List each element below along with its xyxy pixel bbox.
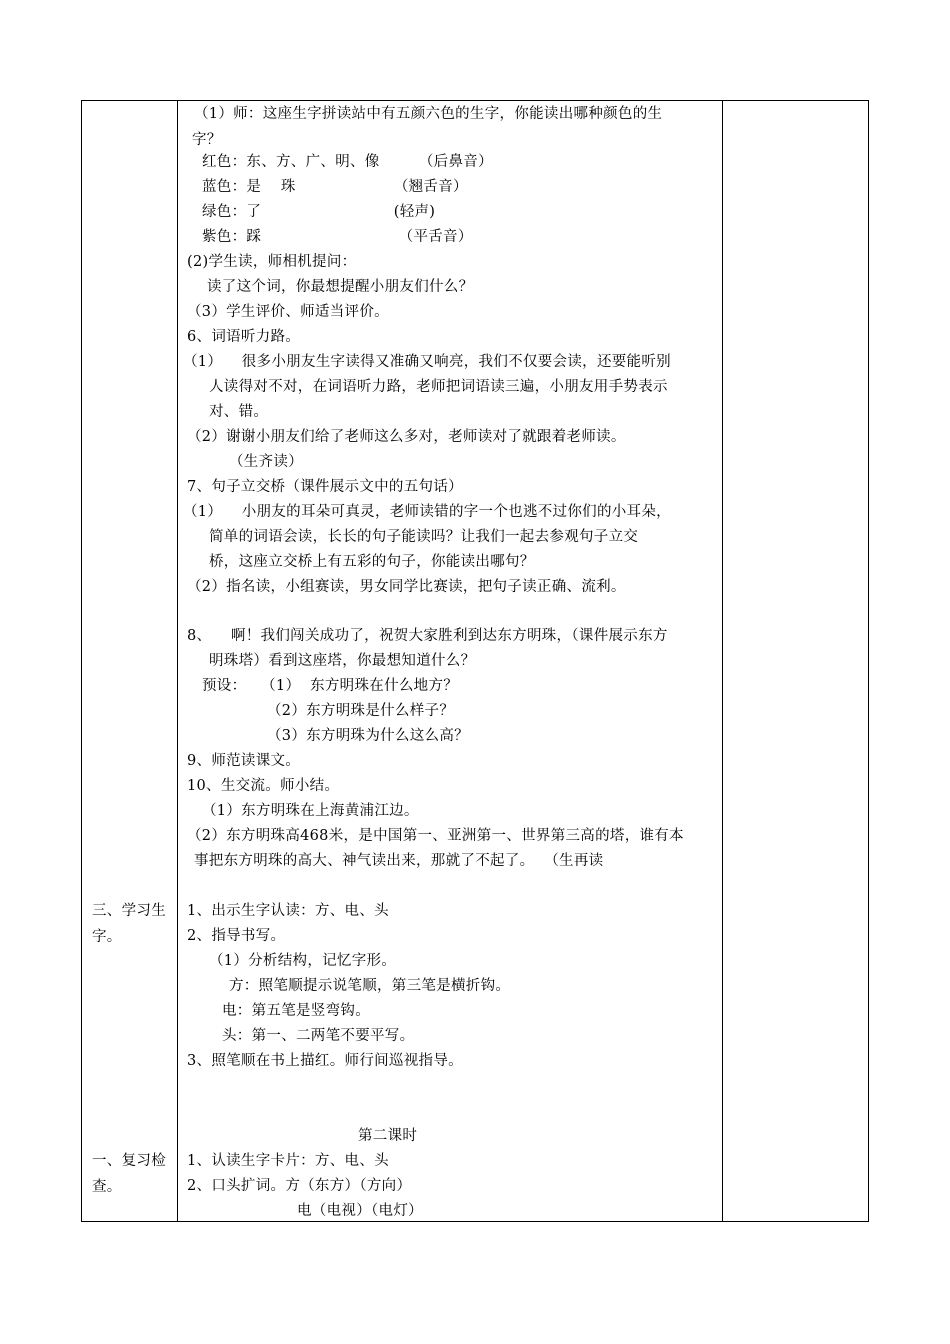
- lesson-heading: 第二课时: [358, 1128, 418, 1144]
- content-line: 简单的词语会读，长长的句子能读吗？让我们一起去参观句子立交: [209, 529, 639, 545]
- content-line: 红色：东、方、广、明、像 （后鼻音）: [202, 154, 493, 170]
- content-line: （1） 很多小朋友生字读得又准确又响亮，我们不仅要会读，还要能听别: [183, 354, 671, 370]
- content-line: （3）东方明珠为什么这么高？: [267, 728, 469, 744]
- content-line: 桥，这座立交桥上有五彩的句子，你能读出哪句？: [209, 554, 535, 570]
- content-line: 方：照笔顺提示说笔顺，第三笔是横折钩。: [229, 978, 511, 994]
- content-line: 9、师范读课文。: [187, 753, 301, 769]
- content-line: 紫色：踩 （平舌音）: [202, 229, 473, 245]
- content-line: 明珠塔）看到这座塔，你最想知道什么？: [209, 653, 476, 669]
- section-heading: 查。: [92, 1179, 122, 1195]
- content-line: 对、错。: [209, 404, 269, 420]
- content-line: 6、词语听力路。: [187, 329, 301, 345]
- section-heading: 三、学习生: [92, 903, 166, 919]
- section-heading: 一、复习检: [92, 1153, 166, 1169]
- content-line: 事把东方明珠的高大、神气读出来，那就了不起了。 （生再读: [194, 853, 604, 869]
- content-line: 人读得对不对，在词语听力路，老师把词语读三遍，小朋友用手势表示: [209, 379, 668, 395]
- content-line: 2、口头扩词。方（东方）（方向）: [187, 1178, 412, 1194]
- content-line: 2、指导书写。: [187, 928, 286, 944]
- content-line: 1、出示生字认读：方、电、头: [187, 903, 389, 919]
- content-line: 预设： （1） 东方明珠在什么地方？: [202, 678, 459, 694]
- content-line: (2)学生读，师相机提问：: [187, 254, 357, 270]
- content-line: （1）师：这座生字拼读站中有五颜六色的生字，你能读出哪种颜色的生: [194, 106, 663, 122]
- content-line: （1） 小朋友的耳朵可真灵，老师读错的字一个也逃不过你们的小耳朵，: [183, 504, 671, 520]
- content-line: （1）东方明珠在上海黄浦江边。: [202, 803, 419, 819]
- content-line: 读了这个词，你最想提醒小朋友们什么？: [207, 279, 474, 295]
- content-line: （2）东方明珠高468米，是中国第一、亚洲第一、世界第三高的塔，谁有本: [187, 828, 684, 844]
- section-heading: 字。: [92, 929, 122, 945]
- content-line: 头：第一、二两笔不要平写。: [222, 1028, 415, 1044]
- content-line: 8、 啊！我们闯关成功了，祝贺大家胜利到达东方明珠，（课件展示东方: [187, 628, 668, 644]
- lesson-plan-table: [81, 100, 869, 1222]
- content-line: （3）学生评价、师适当评价。: [187, 304, 389, 320]
- content-line: 电：第五笔是竖弯钩。: [222, 1003, 370, 1019]
- content-line: （2）指名读，小组赛读，男女同学比赛读，把句子读正确、流利。: [187, 579, 626, 595]
- column-divider-1: [177, 101, 178, 1221]
- content-line: （生齐读）: [229, 454, 303, 470]
- content-line: （2）谢谢小朋友们给了老师这么多对，老师读对了就跟着老师读。: [187, 429, 626, 445]
- content-line: （2）东方明珠是什么样子？: [267, 703, 455, 719]
- content-line: 字？: [192, 132, 222, 148]
- content-line: 电（电视）（电灯）: [297, 1203, 423, 1219]
- content-line: 1、认读生字卡片：方、电、头: [187, 1153, 389, 1169]
- content-line: 绿色：了 (轻声): [202, 204, 436, 220]
- content-line: 10、生交流。师小结。: [187, 778, 340, 794]
- content-line: 蓝色：是 珠 （翘舌音）: [202, 179, 468, 195]
- content-line: 3、照笔顺在书上描红。师行间巡视指导。: [187, 1053, 463, 1069]
- content-line: 7、句子立交桥（课件展示文中的五句话）: [187, 479, 463, 495]
- content-line: （1）分析结构，记忆字形。: [209, 953, 397, 969]
- column-divider-2: [722, 101, 723, 1221]
